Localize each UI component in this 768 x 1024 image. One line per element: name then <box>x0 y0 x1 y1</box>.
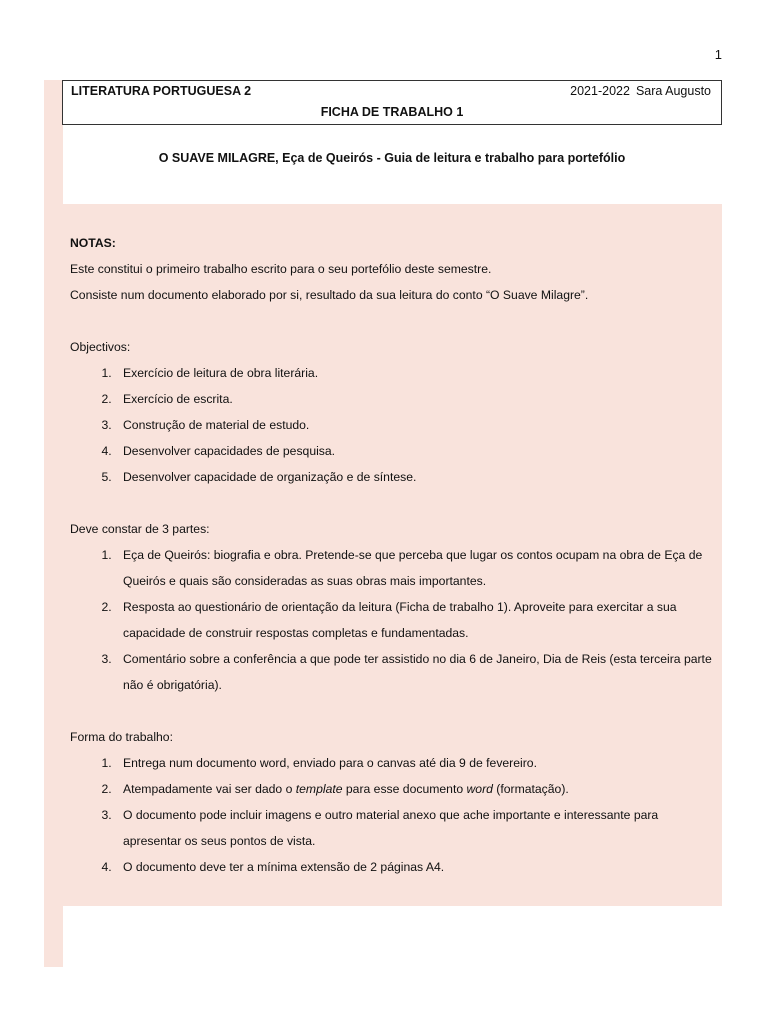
list-item: 2. Resposta ao questionário de orientação da leitura (Ficha de trabalho 1). Aproveite para exercitar a sua capacidade de construir respostas completas e fundamentadas. <box>115 594 714 646</box>
list-item: 3. O documento pode incluir imagens e outro material anexo que ache importante e interessante para apresentar os seus pontos de vista. <box>115 802 714 854</box>
notes-line-1: Este constitui o primeiro trabalho escrito para o seu portefólio deste semestre. <box>70 262 492 276</box>
form-item2-text-a: Atempadamente vai ser dado o <box>123 782 296 796</box>
list-item: 1. Entrega num documento word, enviado para o canvas até dia 9 de fevereiro. <box>115 750 714 776</box>
list-item: 2. Exercício de escrita. <box>115 386 714 412</box>
objectives-list <box>70 360 714 490</box>
course-title: LITERATURA PORTUGUESA 2 <box>71 84 252 98</box>
list-item: 5. Desenvolver capacidade de organização e de síntese. <box>115 464 714 490</box>
template-term: template <box>295 782 343 796</box>
parts-list <box>70 542 714 698</box>
header-box <box>62 80 722 125</box>
list-item: 3. Comentário sobre a conferência a que pode ter assistido no dia 6 de Janeiro, Dia de Reis (esta terceira parte não é obrigatória). <box>115 646 714 698</box>
list-item <box>115 776 714 802</box>
school-year: 2021-2022 <box>570 84 630 98</box>
sheet-title: FICHA DE TRABALHO 1 <box>320 105 464 119</box>
content-panel <box>62 204 722 906</box>
form-heading: Forma do trabalho: <box>70 730 173 744</box>
list-item: 4. Desenvolver capacidades de pesquisa. <box>115 438 714 464</box>
list-item: 1. Exercício de leitura de obra literária. <box>115 360 714 386</box>
list-item: 1. Eça de Queirós: biografia e obra. Pretende-se que perceba que lugar os contos ocupam na obra de Eça de Queirós e quais são consideradas as suas obras mais importantes. <box>115 542 714 594</box>
parts-heading: Deve constar de 3 partes: <box>70 522 210 536</box>
document-subtitle: O SUAVE MILAGRE, Eça de Queirós - Guia de leitura e trabalho para portefólio <box>158 151 626 165</box>
notes-line-2: Consiste num documento elaborado por si, resultado da sua leitura do conto “O Suave Milagre”. <box>70 288 589 302</box>
list-item: 4. O documento deve ter a mínima extensão de 2 páginas A4. <box>115 854 714 880</box>
form-item2-text-e: (formatação). <box>492 782 569 796</box>
author-name: Sara Augusto <box>635 84 711 98</box>
page-number: 1 <box>714 47 722 62</box>
objectives-heading: Objectivos: <box>70 340 131 354</box>
year-author <box>570 84 711 98</box>
notes-heading: NOTAS: <box>70 236 116 250</box>
left-margin-strip <box>44 80 63 967</box>
form-list <box>70 750 714 880</box>
list-item: 3. Construção de material de estudo. <box>115 412 714 438</box>
form-item2-text-c: para esse documento <box>342 782 467 796</box>
word-term: word <box>466 782 493 796</box>
